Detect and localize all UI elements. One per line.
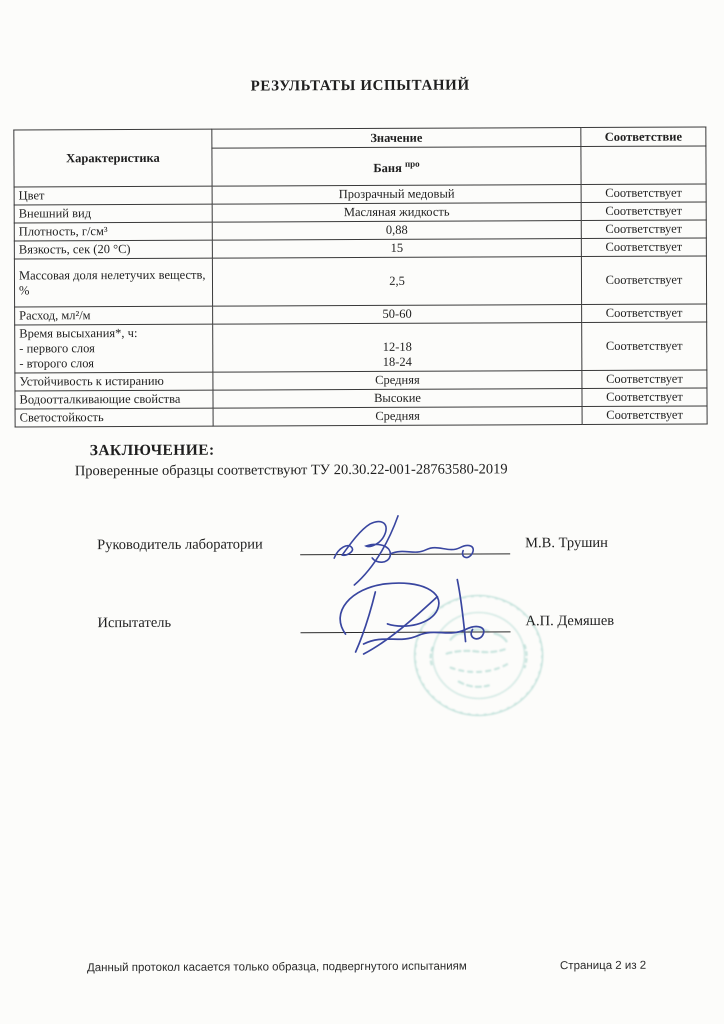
characteristic-cell: Цвет [14,186,212,205]
product-name-cell [212,147,581,187]
drying-time-label: Время высыхания*, ч: [19,325,138,341]
page-title: РЕЗУЛЬТАТЫ ИСПЫТАНИЙ [250,77,470,95]
characteristic-cell: Вязкость, сек (20 °С) [14,240,212,259]
column-header-characteristic: Характеристика [14,129,212,187]
value-cell: 0,88 [212,221,581,241]
value-cell: 15 [212,239,581,259]
characteristic-cell: Устойчивость к истиранию [15,372,213,391]
drying-first-coat-label: - первого слоя [19,341,95,356]
column-header-value: Значение [212,128,581,149]
value-cell: Высокие [213,389,582,409]
value-cell: Масляная жидкость [212,203,581,223]
signatory-role: Руководитель лаборатории [97,536,263,554]
value-cell: 50-60 [213,305,582,325]
product-name: Баня [373,160,402,176]
conformity-cell: Соответствует [581,238,706,257]
column-header-conformity: Соответствие [581,127,706,147]
conclusion-heading: ЗАКЛЮЧЕНИЕ: [89,441,215,460]
value-cell: Средняя [213,371,582,391]
conformity-cell: Соответствует [582,322,707,371]
footer-note: Данный протокол касается только образца, подвергнутого испытаниям [86,960,467,975]
conformity-cell: Соответствует [582,406,707,425]
value-cell: Прозрачный медовый [212,185,581,205]
drying-first-coat-value: 12-18 [382,339,412,354]
signature-line [301,631,511,633]
characteristic-cell: Светостойкость [15,408,213,427]
characteristic-cell: Массовая доля нелетучих веществ, % [14,258,212,307]
conformity-cell: Соответствует [582,304,707,323]
signatory-name: А.П. Демяшев [525,612,615,630]
signatory-role: Испытатель [97,614,172,632]
table-row [14,256,706,307]
table-row [15,322,707,373]
conformity-cell: Соответствует [581,220,706,239]
drying-second-coat-label: - второго слоя [19,356,95,371]
results-table [13,126,707,427]
footer-page-number: Страница 2 из 2 [559,959,647,973]
conclusion-text: Проверенные образцы соответствуют ТУ 20.30.22-001-28763580-2019 [74,461,508,480]
conformity-cell: Соответствует [581,256,706,305]
conformity-cell: Соответствует [582,370,707,389]
signature-row-lab-head [0,534,724,597]
characteristic-cell: Расход, мл²/м [15,306,213,325]
conformity-cell: Соответствует [582,388,707,407]
conformity-cell: Соответствует [581,184,706,203]
table-row [15,406,707,427]
product-name-superscript: про [404,158,420,169]
characteristic-cell: Плотность, г/см³ [14,222,212,241]
signature-row-tester [0,612,724,675]
characteristic-cell: Водоотталкивающие свойства [15,390,213,409]
conformity-cell: Соответствует [581,202,706,221]
characteristic-cell [15,324,213,373]
value-cell [213,323,582,373]
value-cell: 2,5 [212,257,581,307]
signatory-name: М.В. Трушин [525,534,608,552]
value-cell: Средняя [213,407,582,427]
empty-cell [581,146,706,185]
drying-second-coat-value: 18-24 [382,354,412,369]
signature-line [300,553,510,555]
characteristic-cell: Внешний вид [14,204,212,223]
